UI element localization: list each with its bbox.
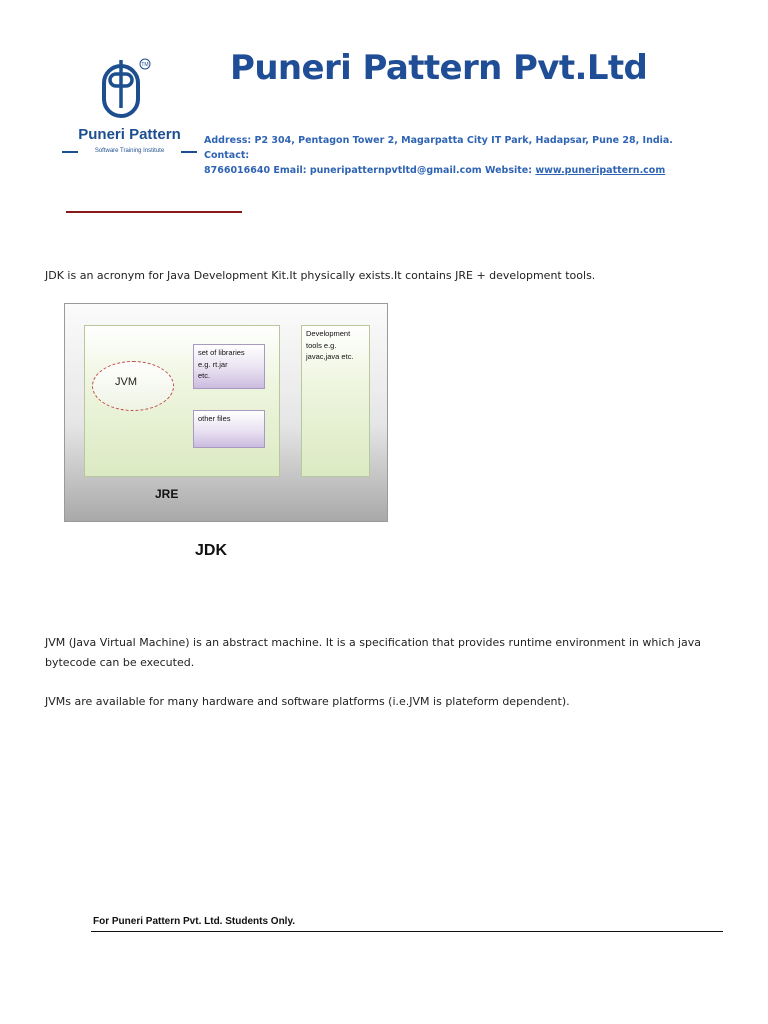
jvm-definition-paragraph: JVM (Java Virtual Machine) is an abstract machine. It is a specification that provides runtime environment in which java bytecode can be executed. xyxy=(45,636,701,669)
libraries-line: e.g. rt.jar xyxy=(198,359,228,369)
libraries-line: set of libraries xyxy=(198,348,245,357)
jdk-intro-paragraph: JDK is an acronym for Java Development Kit.It physically exists.It contains JRE + development tools. xyxy=(45,269,596,282)
logo-subtitle: Software Training Institute xyxy=(94,148,165,154)
jre-label: JRE xyxy=(155,487,179,501)
puneri-pattern-logo-icon xyxy=(98,56,154,120)
devtools-line: Development xyxy=(306,329,351,338)
address-line-1: Address: P2 304, Pentagon Tower 2, Magarpatta City IT Park, Hadapsar, Pune 28, India. Contact: xyxy=(204,135,673,161)
devtools-line: tools e.g. xyxy=(306,340,337,350)
svg-text:TM: TM xyxy=(141,62,149,68)
libraries-line: etc. xyxy=(198,371,211,380)
other-files-label: other files xyxy=(198,414,231,423)
website-link[interactable]: www.puneripattern.com xyxy=(535,165,666,176)
contact-email: 8766016640 Email: puneripatternpvtltd@gmail.com Website: xyxy=(204,165,536,176)
subtitle-left-line xyxy=(62,151,78,153)
red-divider xyxy=(66,211,242,213)
company-title: Puneri Pattern Pvt.Ltd xyxy=(230,48,648,88)
devtools-line: javac,java etc. xyxy=(306,352,354,361)
libraries-text xyxy=(198,347,262,382)
footer-text: For Puneri Pattern Pvt. Ltd. Students Only. xyxy=(93,916,296,927)
jvm-label: JVM xyxy=(115,376,137,388)
address-block xyxy=(204,133,704,178)
subtitle-right-line xyxy=(181,151,197,153)
footer-rule xyxy=(91,931,723,932)
jvm-availability-paragraph: JVMs are available for many hardware and software platforms (i.e.JVM is plateform dependent). xyxy=(45,695,570,708)
logo-name: Puneri Pattern xyxy=(78,126,181,143)
jdk-label: JDK xyxy=(195,542,228,559)
address-line-2 xyxy=(204,163,704,178)
development-tools-text xyxy=(306,328,368,363)
logo-subtitle-row xyxy=(62,146,197,158)
